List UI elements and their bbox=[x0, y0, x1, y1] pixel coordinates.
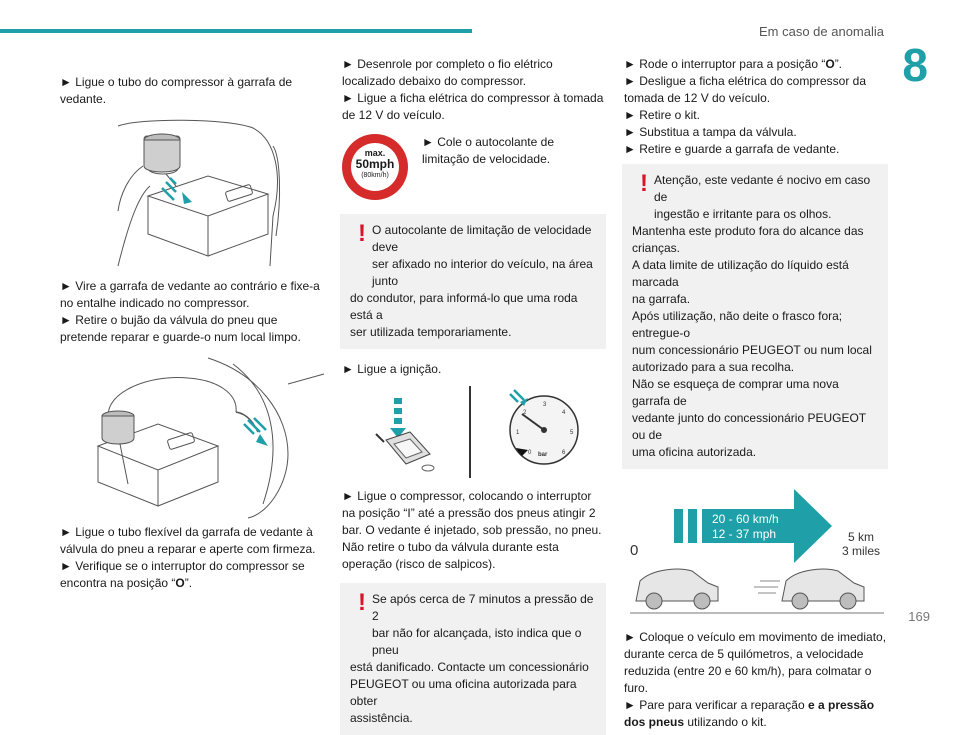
step-arrow-icon: ► bbox=[624, 108, 636, 122]
step-arrow-icon: ► bbox=[422, 135, 434, 149]
step-arrow-icon: ► bbox=[624, 698, 636, 712]
speed-range-kmh: 20 - 60 km/h bbox=[712, 512, 779, 526]
gauge-unit: bar bbox=[538, 452, 548, 458]
distance-km: 5 km bbox=[848, 530, 875, 544]
warning-line: vedante junto do concessionário PEUGEOT ou de bbox=[632, 411, 866, 442]
step-arrow-icon: ► bbox=[60, 525, 72, 539]
step-check-switch bbox=[58, 558, 324, 592]
step-plug-socket bbox=[340, 90, 606, 124]
step-store-bottle bbox=[622, 141, 888, 158]
step-ignition bbox=[340, 361, 606, 378]
warning-line: Mantenha este produto fora do alcance das bbox=[632, 224, 864, 238]
warning-line: está danificado. Contacte um concessionário bbox=[350, 660, 589, 674]
step-remove-kit bbox=[622, 107, 888, 124]
section-title: Em caso de anomalia bbox=[758, 24, 884, 39]
gauge-tick-4: 4 bbox=[562, 410, 566, 416]
warning-line: A data limite de utilização do líquido está marcada bbox=[632, 258, 849, 289]
warning-line: uma oficina autorizada. bbox=[632, 445, 757, 459]
warning-sealant bbox=[622, 164, 888, 469]
step-arrow-icon: ► bbox=[624, 74, 636, 88]
gauge-tick-1: 1 bbox=[516, 430, 520, 436]
warning-line: PEUGEOT ou uma oficina autorizada para obter bbox=[350, 677, 577, 708]
step-text: Ligue a ignição. bbox=[357, 362, 442, 376]
step-text: Ligue o compressor, colocando o interruptor na posição “I” até a pressão dos pneus atingir 2 bar. O vedante é injetado, sob pressão, no pneu. Não retire o tubo da válvula durante esta operação (risco de salpicos). bbox=[342, 489, 602, 571]
column-2 bbox=[340, 56, 606, 735]
step-text: Pare para verificar a reparação bbox=[639, 698, 808, 712]
step-arrow-icon: ► bbox=[342, 489, 354, 503]
step-text: Coloque o veículo em movimento de imediato, durante cerca de 5 quilómetros, a velocidade reduzida (entre 20 e 60 km/h), para colmatar o furo. bbox=[624, 630, 887, 695]
step-turn-switch bbox=[622, 56, 888, 73]
warning-line: bar não for alcançada, isto indica que o pneu bbox=[372, 626, 582, 657]
warning-line: Após utilização, não deite o frasco fora; entregue-o bbox=[632, 309, 843, 340]
step-text: Desligue a ficha elétrica do compressor da tomada de 12 V do veículo. bbox=[624, 74, 867, 105]
warning-line: crianças. bbox=[632, 241, 681, 255]
step-text: Retire o kit. bbox=[639, 108, 700, 122]
step-text: Ligue o tubo flexível da garrafa de vedante à válvula do pneu a reparar e aperte com firmeza. bbox=[60, 525, 316, 556]
warning-icon: ! bbox=[358, 589, 366, 616]
column-3 bbox=[622, 56, 888, 731]
sign-speed-kmh: (80km/h) bbox=[361, 172, 389, 179]
step-arrow-icon: ► bbox=[624, 142, 636, 156]
sign-max: max. bbox=[364, 148, 386, 158]
warning-line: ingestão e irritante para os olhos. bbox=[654, 207, 832, 221]
distance-start: 0 bbox=[630, 542, 639, 559]
step-start-compressor bbox=[340, 488, 606, 573]
warning-line: Atenção, este vedante é nocivo em caso de bbox=[654, 173, 871, 204]
step-text: Verifique se o interruptor do compressor se encontra na posição “ bbox=[60, 559, 305, 590]
step-text: Retire e guarde a garrafa de vedante. bbox=[639, 142, 840, 156]
step-apply-sticker bbox=[422, 134, 602, 168]
step-text: Substitua a tampa da válvula. bbox=[639, 125, 797, 139]
header-accent-bar bbox=[0, 29, 472, 33]
warning-icon: ! bbox=[358, 220, 366, 247]
step-arrow-icon: ► bbox=[624, 630, 636, 644]
step-connect-valve bbox=[58, 524, 324, 558]
warning-line: Se após cerca de 7 minutos a pressão de 2 bbox=[372, 592, 594, 623]
step-text-end: utilizando o kit. bbox=[684, 715, 767, 729]
step-arrow-icon: ► bbox=[342, 91, 354, 105]
chapter-number: 8 bbox=[902, 39, 928, 91]
warning-line: do condutor, para informá-lo que uma roda está a bbox=[350, 291, 578, 322]
step-text-end: ”. bbox=[184, 576, 193, 590]
drive-distance-illustration bbox=[622, 483, 888, 623]
step-arrow-icon: ► bbox=[60, 313, 72, 327]
gauge-tick-2: 2 bbox=[523, 410, 527, 416]
step-connect-tube bbox=[58, 74, 324, 108]
step-drive bbox=[622, 629, 888, 697]
warning-sticker-placement bbox=[340, 214, 606, 349]
step-replace-cap bbox=[622, 124, 888, 141]
warning-line: Não se esqueça de comprar uma nova garrafa de bbox=[632, 377, 839, 408]
step-arrow-icon: ► bbox=[60, 75, 72, 89]
step-text: Retire o bujão da válvula do pneu que pretende reparar e guarde-o num local limpo. bbox=[60, 313, 301, 344]
speed-sticker-block bbox=[340, 132, 606, 208]
step-arrow-icon: ► bbox=[342, 57, 354, 71]
page-number: 169 bbox=[908, 609, 930, 624]
warning-line: autorizado para a sua recolha. bbox=[632, 360, 795, 374]
switch-position: O bbox=[175, 576, 185, 590]
valve-connection-illustration bbox=[58, 354, 324, 518]
warning-pressure bbox=[340, 583, 606, 735]
step-turn-bottle bbox=[58, 278, 324, 312]
compressor-bottle-illustration bbox=[58, 116, 324, 272]
switch-gauge-illustration bbox=[340, 384, 606, 480]
step-arrow-icon: ► bbox=[624, 125, 636, 139]
step-check-repair bbox=[622, 697, 888, 731]
switch-position: O bbox=[825, 57, 835, 71]
gauge-tick-5: 5 bbox=[570, 430, 574, 436]
warning-line: assistência. bbox=[350, 711, 413, 725]
step-text: Ligue o tubo do compressor à garrafa de vedante. bbox=[60, 75, 293, 106]
step-text: Cole o autocolante de limitação de velocidade. bbox=[422, 135, 554, 166]
gauge-tick-0: 0 bbox=[528, 450, 532, 456]
warning-icon: ! bbox=[640, 170, 648, 197]
step-unplug bbox=[622, 73, 888, 107]
car-moving-icon bbox=[782, 569, 864, 609]
step-arrow-icon: ► bbox=[624, 57, 636, 71]
step-text-end: ”. bbox=[834, 57, 843, 71]
warning-line: num concessionário PEUGEOT ou num local bbox=[632, 343, 872, 357]
step-text: Vire a garrafa de vedante ao contrário e fixe-a no entalhe indicado no compressor. bbox=[60, 279, 320, 310]
step-remove-cap bbox=[58, 312, 324, 346]
step-arrow-icon: ► bbox=[60, 559, 72, 573]
gauge-tick-3: 3 bbox=[543, 402, 547, 408]
distance-miles: 3 miles bbox=[842, 544, 881, 558]
speed-range-mph: 12 - 37 mph bbox=[712, 527, 777, 541]
step-text-bold: e a pressão dos pneus bbox=[624, 698, 875, 729]
car-start-icon bbox=[636, 569, 718, 609]
warning-line: ser utilizada temporariamente. bbox=[350, 325, 512, 339]
warning-line: O autocolante de limitação de velocidade deve bbox=[372, 223, 592, 254]
warning-line: ser afixado no interior do veículo, na área junto bbox=[372, 257, 593, 288]
step-arrow-icon: ► bbox=[60, 279, 72, 293]
warning-line: na garrafa. bbox=[632, 292, 691, 306]
step-unwind-wire bbox=[340, 56, 606, 90]
column-1 bbox=[58, 56, 324, 592]
step-arrow-icon: ► bbox=[342, 362, 354, 376]
compressor-switch-icon bbox=[376, 398, 434, 471]
motion-lines-icon bbox=[754, 581, 780, 593]
step-text: Rode o interruptor para a posição “ bbox=[639, 57, 826, 71]
gauge-tick-6: 6 bbox=[562, 450, 566, 456]
step-text: Ligue a ficha elétrica do compressor à tomada de 12 V do veículo. bbox=[342, 91, 604, 122]
speed-limit-sign-icon bbox=[342, 134, 408, 200]
sign-speed: 50mph bbox=[355, 157, 395, 171]
step-text: Desenrole por completo o fio elétrico localizado debaixo do compressor. bbox=[342, 57, 553, 88]
